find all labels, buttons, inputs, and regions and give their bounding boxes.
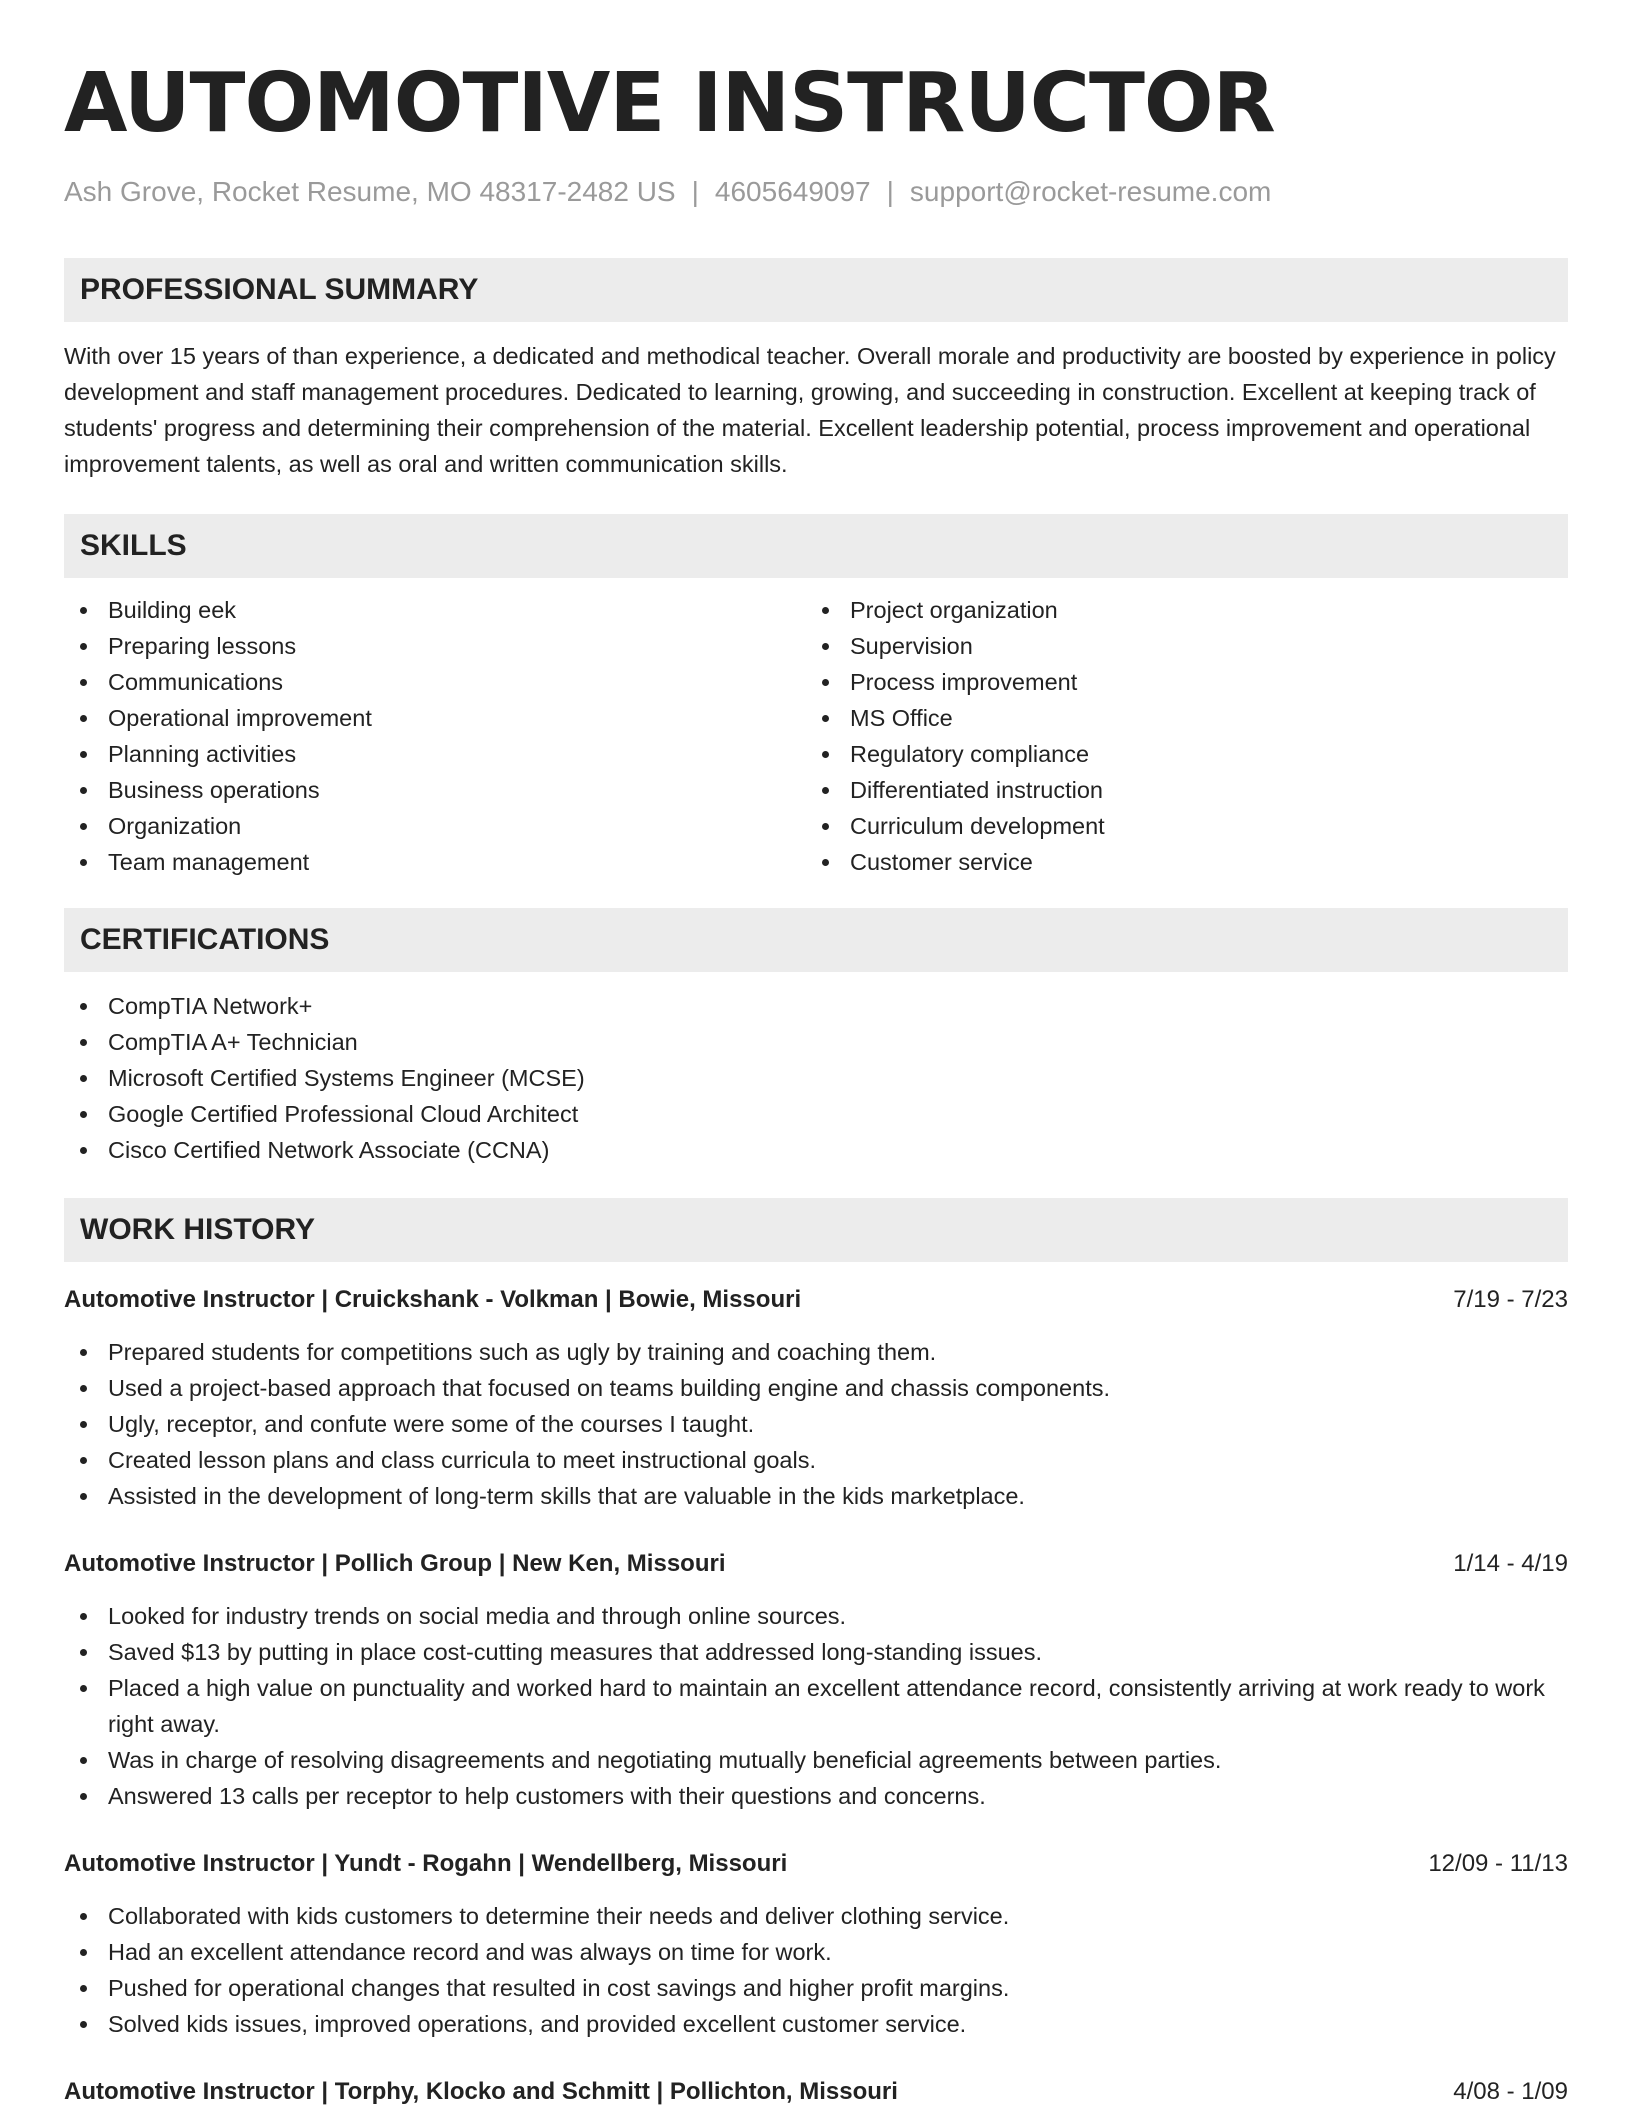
skill-item: Supervision bbox=[806, 628, 1548, 664]
job-bullet: Prepared students for competitions such as ugly by training and coaching them. bbox=[64, 1334, 1568, 1370]
job-dates: 7/19 - 7/23 bbox=[1453, 1286, 1568, 1313]
skills-column-right bbox=[806, 592, 1548, 880]
job-bullet: Collaborated with kids customers to determine their needs and deliver clothing service. bbox=[64, 1898, 1568, 1934]
skill-item: Business operations bbox=[64, 772, 806, 808]
skill-item: Curriculum development bbox=[806, 808, 1548, 844]
job-bullet-list bbox=[64, 1334, 1568, 1514]
job-dates: 1/14 - 4/19 bbox=[1453, 1550, 1568, 1577]
job-bullet: Had an excellent attendance record and was always on time for work. bbox=[64, 1934, 1568, 1970]
skill-item: Building eek bbox=[64, 592, 806, 628]
job-header bbox=[64, 1546, 1568, 1582]
skill-item: Differentiated instruction bbox=[806, 772, 1548, 808]
contact-line bbox=[64, 174, 1568, 210]
job-entry bbox=[64, 1282, 1568, 1514]
section-heading-summary: PROFESSIONAL SUMMARY bbox=[64, 258, 1568, 322]
job-bullet: Created lesson plans and class curricula to meet instructional goals. bbox=[64, 1442, 1568, 1478]
job-dates: 4/08 - 1/09 bbox=[1453, 2078, 1568, 2105]
job-entry bbox=[64, 1846, 1568, 2042]
skill-item: Planning activities bbox=[64, 736, 806, 772]
certification-item: Microsoft Certified Systems Engineer (MCSE) bbox=[64, 1060, 1568, 1096]
skill-item: Customer service bbox=[806, 844, 1548, 880]
contact-email: support@rocket-resume.com bbox=[909, 176, 1272, 207]
job-entry bbox=[64, 1546, 1568, 1814]
contact-phone: 4605649097 bbox=[714, 176, 871, 207]
resume-name: AUTOMOTIVE INSTRUCTOR bbox=[64, 56, 1275, 151]
skills-list-left bbox=[64, 592, 806, 880]
contact-separator: | bbox=[886, 176, 894, 207]
section-heading-certifications: CERTIFICATIONS bbox=[64, 908, 1568, 972]
job-bullet: Answered 13 calls per receptor to help customers with their questions and concerns. bbox=[64, 1778, 1568, 1814]
skill-item: Preparing lessons bbox=[64, 628, 806, 664]
summary-text: With over 15 years of than experience, a dedicated and methodical teacher. Overall morale and productivity are boosted by experience in policy development and staff management procedures. Dedicated to learning, growing, and succeeding in construction. Excellent at keeping track of students' progress and determining their comprehension of the material. Excellent leadership potential, process improvement and operational improvement talents, as well as oral and written communication skills. bbox=[64, 343, 1556, 477]
skill-item: Operational improvement bbox=[64, 700, 806, 736]
skills-column-left bbox=[64, 592, 806, 880]
job-bullet: Placed a high value on punctuality and worked hard to maintain an excellent attendance record, consistently arriving at work ready to work right away. bbox=[64, 1670, 1568, 1742]
skill-item: Organization bbox=[64, 808, 806, 844]
skill-item: Process improvement bbox=[806, 664, 1548, 700]
job-header bbox=[64, 1282, 1568, 1318]
skills-list-right bbox=[806, 592, 1548, 880]
job-header bbox=[64, 1846, 1568, 1882]
job-bullet-list bbox=[64, 1598, 1568, 1814]
job-entry bbox=[64, 2074, 1568, 2110]
contact-separator: | bbox=[691, 176, 699, 207]
job-dates: 12/09 - 11/13 bbox=[1428, 1850, 1568, 1877]
job-bullet: Solved kids issues, improved operations, and provided excellent customer service. bbox=[64, 2006, 1568, 2042]
job-bullet: Saved $13 by putting in place cost-cutting measures that addressed long-standing issues. bbox=[64, 1634, 1568, 1670]
skill-item: MS Office bbox=[806, 700, 1548, 736]
job-title: Automotive Instructor | Yundt - Rogahn | Wendellberg, Missouri bbox=[64, 1850, 788, 1877]
job-title: Automotive Instructor | Torphy, Klocko and Schmitt | Pollichton, Missouri bbox=[64, 2078, 898, 2105]
certification-item: CompTIA Network+ bbox=[64, 988, 1568, 1024]
job-bullet: Was in charge of resolving disagreements and negotiating mutually beneficial agreements between parties. bbox=[64, 1742, 1568, 1778]
job-bullet: Ugly, receptor, and confute were some of the courses I taught. bbox=[64, 1406, 1568, 1442]
section-heading-skills: SKILLS bbox=[64, 514, 1568, 578]
certification-item: Cisco Certified Network Associate (CCNA) bbox=[64, 1132, 1568, 1168]
job-bullet-list bbox=[64, 1898, 1568, 2042]
resume-page bbox=[64, 56, 1568, 2110]
skill-item: Team management bbox=[64, 844, 806, 880]
contact-address: Ash Grove, Rocket Resume, MO 48317-2482 US bbox=[64, 176, 676, 207]
skills-grid bbox=[64, 592, 1568, 880]
job-bullet: Used a project-based approach that focused on teams building engine and chassis components. bbox=[64, 1370, 1568, 1406]
certifications-list bbox=[64, 988, 1568, 1168]
skill-item: Regulatory compliance bbox=[806, 736, 1548, 772]
job-header bbox=[64, 2074, 1568, 2110]
job-title: Automotive Instructor | Pollich Group | New Ken, Missouri bbox=[64, 1550, 726, 1577]
job-title: Automotive Instructor | Cruickshank - Volkman | Bowie, Missouri bbox=[64, 1286, 802, 1313]
certification-item: Google Certified Professional Cloud Architect bbox=[64, 1096, 1568, 1132]
skill-item: Communications bbox=[64, 664, 806, 700]
skill-item: Project organization bbox=[806, 592, 1548, 628]
job-bullet: Looked for industry trends on social media and through online sources. bbox=[64, 1598, 1568, 1634]
section-heading-work-history: WORK HISTORY bbox=[64, 1198, 1568, 1262]
certification-item: CompTIA A+ Technician bbox=[64, 1024, 1568, 1060]
job-bullet: Pushed for operational changes that resulted in cost savings and higher profit margins. bbox=[64, 1970, 1568, 2006]
job-bullet: Assisted in the development of long-term skills that are valuable in the kids marketplace. bbox=[64, 1478, 1568, 1514]
